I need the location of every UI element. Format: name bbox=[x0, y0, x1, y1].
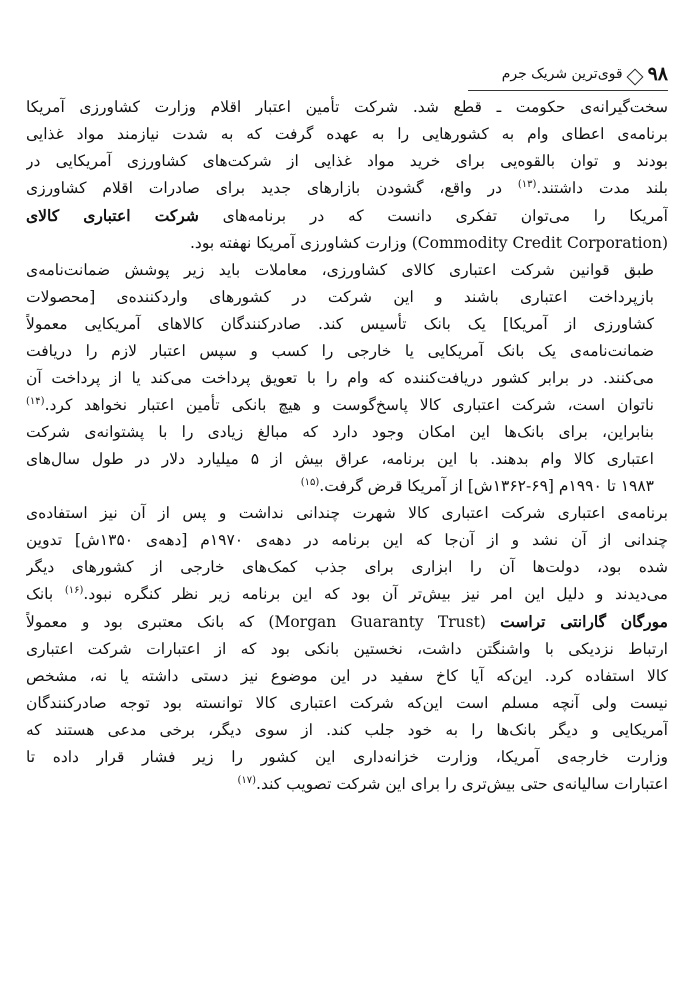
text-line: آمریکایی و دیگر بانک‌ها را به خود جلب کند. از سوی دیگر، برخی مدعی هستند که bbox=[26, 721, 668, 739]
page-number: ۹۸ bbox=[647, 63, 668, 85]
text-line: ۱۹۸۳ تا ۱۹۹۰م [۶۹-۱۳۶۲ش] از آمریکا قرض گرفت.$^{(۱۵)}$ bbox=[300, 476, 654, 495]
paragraph-3 bbox=[26, 500, 668, 798]
text-line: می‌دیدند و دلیل این امر نیز بیش‌تر آن بود که این برنامه زیر نظر کنگره نبود.$^{(۱۶)}$ بانک bbox=[26, 584, 668, 603]
text-line: می‌کنند. در برابر کشور دریافت‌کننده که وام را با تعویق پرداخت می‌کند یا از پرداخت آن bbox=[26, 369, 654, 387]
text-line: ناتوان است، شرکت اعتباری کالا پاسخ‌گوست و هیچ بانکی تأمین اعتبار نخواهد کرد.$^{(۱۴)}$ bbox=[26, 395, 654, 414]
footnote-ref: (۱۷) bbox=[237, 774, 257, 786]
text-line: برنامه‌ی اعطای وام به کشورهایی را به عهده گرفت که به شدت نیازمند مواد غذایی bbox=[26, 125, 668, 143]
text-line: کشاورزی از آمریکا] یک بانک تأسیس کند. صادرکنندگان کالاهای آمریکایی معمولاً bbox=[26, 315, 654, 333]
text-line: بنابراین، برای بانک‌ها این امکان وجود دارد که مبالغ زیادی را با پشتوانه‌ی شرکت bbox=[26, 423, 654, 441]
footnote-ref: (۱۳) bbox=[517, 178, 537, 190]
page-header bbox=[440, 62, 668, 86]
text-line: وزارت خارجه‌ی آمریکا، وزارت خزانه‌داری این کشور را زیر فشار قرار داده تا bbox=[26, 748, 668, 766]
latin-term: (Commodity Credit Corporation) bbox=[411, 234, 668, 252]
latin-term: (Morgan Guaranty Trust) bbox=[268, 613, 486, 631]
diamond-ornament-icon bbox=[626, 69, 643, 86]
footnote-ref: (۱۶) bbox=[64, 584, 84, 596]
bold-term: مورگان گارانتی تراست bbox=[500, 612, 668, 631]
bold-term: شرکت اعتباری کالای bbox=[26, 206, 199, 225]
header-rule bbox=[468, 90, 668, 91]
text-line: ضمانت‌نامه‌ی یک بانک آمریکایی یا خارجی را کسب و سپس اعتبار لازم را دریافت bbox=[26, 342, 654, 360]
text-line: اعتبارات سالیانه‌ی حتی بیش‌تری را برای این شرکت تصویب کند.$^{(۱۷)}$ bbox=[237, 774, 668, 793]
running-title: قوی‌ترین شریک جرم bbox=[501, 66, 623, 82]
footnote-ref: (۱۴) bbox=[26, 395, 45, 407]
paragraph-2 bbox=[26, 257, 668, 500]
text-line: شده بود، دولت‌ها آن را ابزاری برای جذب کمک‌های خارجی از کشورهای دیگر bbox=[26, 558, 668, 576]
text-line: مورگان گارانتی تراست (Morgan Guaranty Trust) که بانک معتبری بود و معمولاً bbox=[26, 612, 668, 631]
text-line: چندانی از آن نشد و از آن‌جا که این برنامه در دهه‌ی ۱۹۷۰م [دهه‌ی ۱۳۵۰ش] تدوین bbox=[26, 531, 668, 549]
text-line: اعتباری کالا وام بدهند. با این برنامه، عراق بیش از ۵ میلیارد دلار در طول سال‌های bbox=[26, 450, 654, 468]
paragraph-1 bbox=[26, 94, 668, 257]
text-line: سخت‌گیرانه‌ی حکومت ـ قطع شد. شرکت تأمین اعتبار اقلام وزارت کشاورزی آمریکا bbox=[26, 98, 668, 116]
text-line: نیست ولی آنچه مسلم است این‌که شرکت اعتباری کالا توانسته بود توجه صادرکنندگان bbox=[26, 694, 668, 712]
text-line: طبق قوانین شرکت اعتباری کالای کشاورزی، معاملات باید زیر پوشش ضمانت‌نامه‌ی bbox=[26, 261, 654, 279]
text-line: ارتباط نزدیکی با واشنگتن داشت، نخستین بانکی بود که از اعتبارات شرکت اعتباری bbox=[26, 640, 668, 658]
text-line: بلند مدت داشتند.$^{(۱۳)}$ در واقع، گشودن بازارهای جدید برای صادرات اقلام کشاورزی bbox=[26, 178, 668, 197]
footnote-ref: (۱۵) bbox=[300, 476, 320, 488]
text-line: (Commodity Credit Corporation) وزارت کشاورزی آمریکا نهفته بود. bbox=[189, 234, 668, 252]
text-line: بودند و توان بالقوه‌یی برای خرید مواد غذایی از شرکت‌های کشاورزی آمریکایی در bbox=[26, 152, 668, 170]
body-text bbox=[26, 94, 668, 798]
text-line: آمریکا را می‌توان تفکری دانست که در برنامه‌های شرکت اعتباری کالای bbox=[26, 206, 668, 225]
text-line: کالا استفاده کرد. این‌که آیا کاخ سفید در این موضوع نیز دستی داشته یا نه، مشخص bbox=[26, 667, 668, 685]
text-line: برنامه‌ی اعتباری شرکت اعتباری کالا شهرت چندانی نداشت و پس از آن نیز استفاده‌ی bbox=[26, 504, 668, 522]
text-line: بازپرداخت اعتباری باشند و این شرکت در کشورهای واردکننده‌ی [محصولات bbox=[26, 288, 654, 306]
